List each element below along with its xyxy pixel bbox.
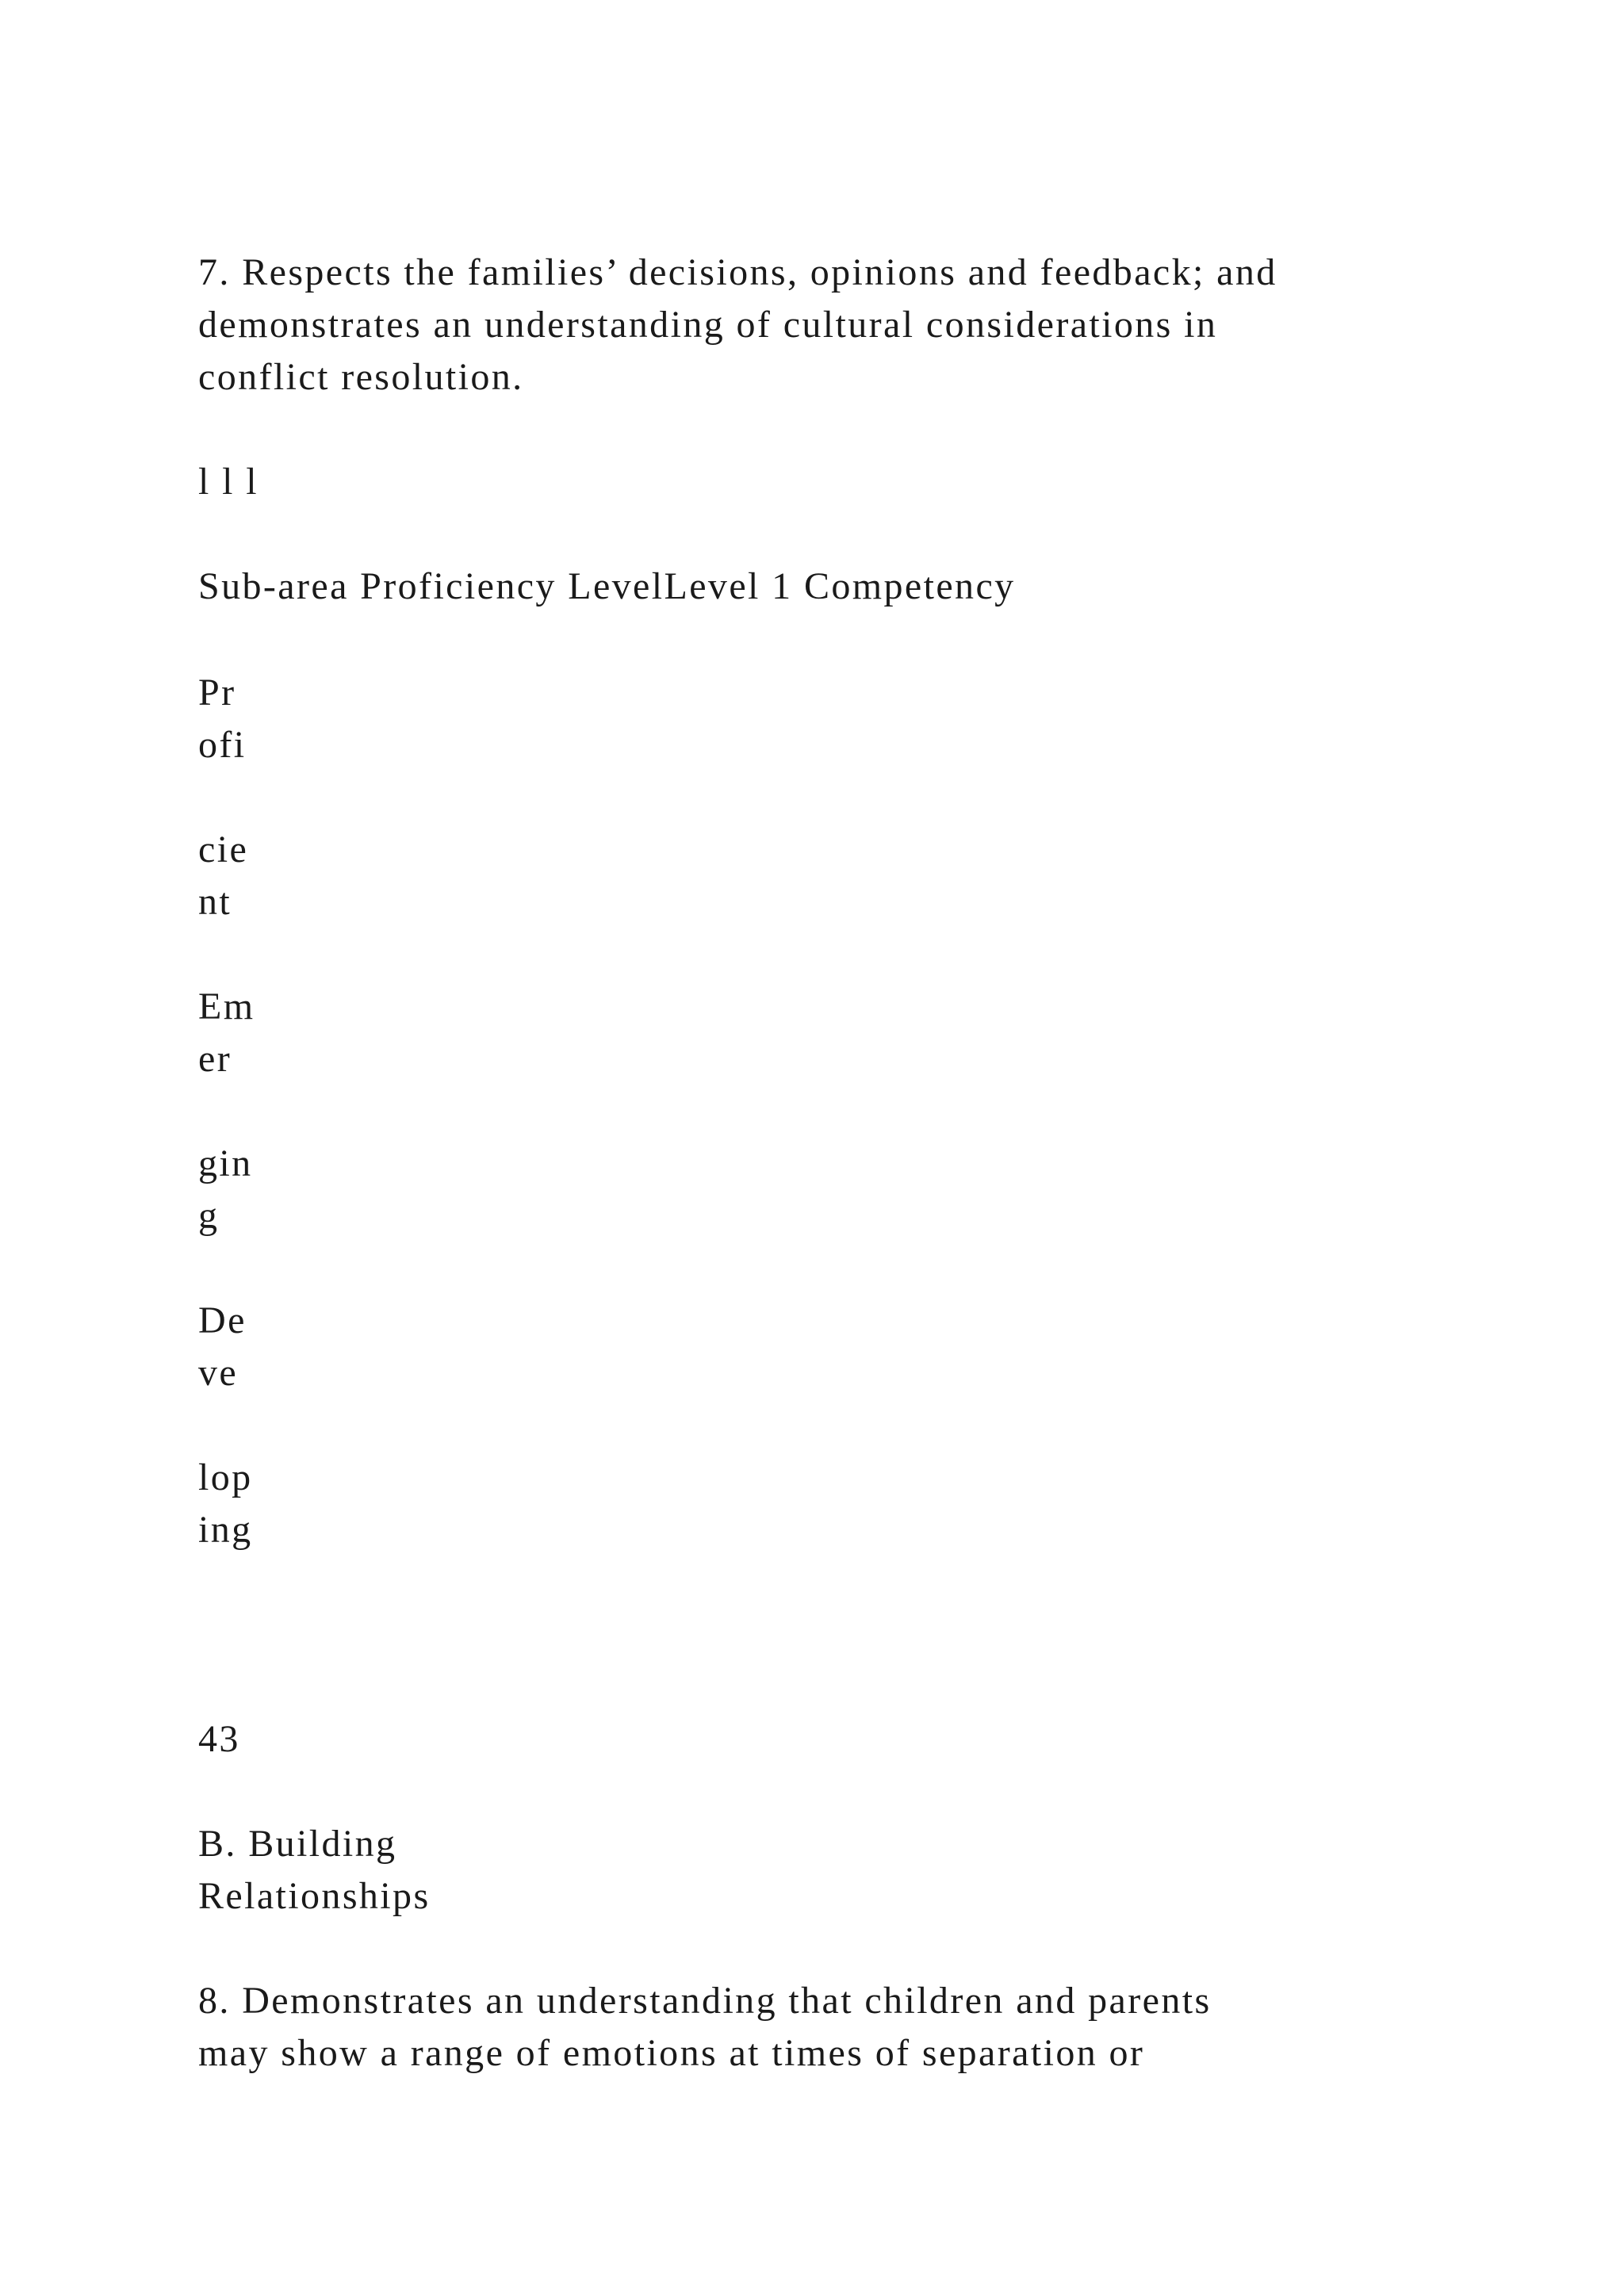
paragraph-7-line-3: conflict resolution. xyxy=(198,356,524,398)
page-number: 43 xyxy=(198,1718,240,1760)
paragraph-7-line-2: demonstrates an understanding of cultural considerations in xyxy=(198,304,1218,346)
level-fragment: lop xyxy=(198,1456,253,1498)
level-fragment: nt xyxy=(198,881,232,923)
paragraph-8-line-2: may show a range of emotions at times of separation or xyxy=(198,2032,1145,2074)
level-fragment: g xyxy=(198,1195,220,1237)
paragraph-7-line-1: 7. Respects the families’ decisions, opinions and feedback; and xyxy=(198,251,1277,293)
paragraph-8-line-1: 8. Demonstrates an understanding that children and parents xyxy=(198,1980,1212,2022)
level-fragment: Pr xyxy=(198,672,236,714)
level-fragment: ing xyxy=(198,1509,253,1551)
level-fragment: cie xyxy=(198,828,249,871)
subarea-heading-line-2: Relationships xyxy=(198,1875,431,1917)
subarea-heading-line-1: B. Building xyxy=(198,1823,397,1865)
table-header: Sub-area Proficiency LevelLevel 1 Competency xyxy=(198,565,1016,607)
rating-marks: l l l xyxy=(198,461,259,503)
level-fragment: ofi xyxy=(198,724,247,766)
level-fragment: Em xyxy=(198,985,255,1027)
level-fragment: ve xyxy=(198,1352,239,1394)
level-fragment: De xyxy=(198,1299,247,1341)
level-fragment: er xyxy=(198,1038,232,1080)
level-fragment: gin xyxy=(198,1142,253,1184)
